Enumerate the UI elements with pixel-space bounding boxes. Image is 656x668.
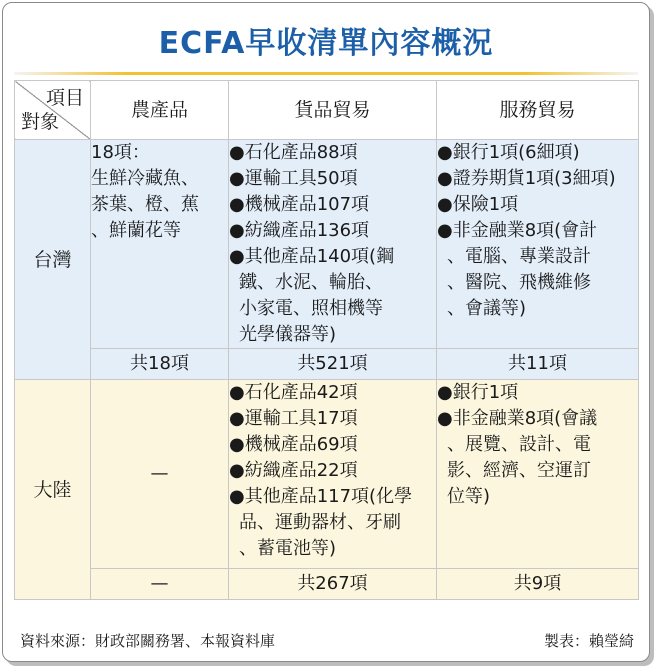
taiwan-agri-line: 生鮮冷藏魚、: [91, 168, 199, 189]
row-label-mainland: 大陸: [15, 380, 91, 600]
mainland-goods-total: 共267項: [229, 569, 437, 600]
mainland-row: [15, 380, 639, 569]
taiwan-services-line: 、電腦、專業設計: [447, 246, 591, 267]
corner-item-label: 項目: [45, 87, 84, 109]
taiwan-services-line: ●證券期貨1項(3細項): [437, 168, 616, 189]
credit-note: 製表：賴瑩綺: [543, 632, 634, 650]
mainland-agri-cell: —: [91, 380, 229, 569]
source-note: 資料來源：財政部關務署、本報資料庫: [20, 632, 276, 650]
taiwan-services-line: ●保險1項: [437, 194, 519, 215]
taiwan-goods-line: 小家電、照相機等: [239, 298, 383, 319]
taiwan-goods-line: 光學儀器等): [239, 324, 337, 345]
taiwan-row: [15, 140, 639, 349]
taiwan-goods-line: ●紡織產品136項: [229, 220, 370, 241]
mainland-services-line: 影、經濟、空運訂: [447, 460, 591, 481]
taiwan-agri-total: 共18項: [91, 349, 229, 380]
taiwan-total-row: [15, 349, 639, 380]
mainland-services-cell: [437, 380, 639, 569]
mainland-goods-line: ●紡織產品22項: [229, 460, 358, 481]
taiwan-agri-line: 、鮮蘭花等: [91, 220, 181, 241]
header-row: [15, 81, 639, 140]
taiwan-services-line: ●非金融業8項(會計: [437, 220, 598, 241]
mainland-services-total: 共9項: [437, 569, 639, 600]
mainland-agri-total: —: [91, 569, 229, 600]
ecfa-table: [14, 80, 639, 600]
taiwan-agri-line: 茶葉、橙、蕉: [91, 194, 199, 215]
taiwan-goods-line: 鐵、水泥、輪胎、: [239, 272, 383, 293]
taiwan-goods-cell: [229, 140, 437, 349]
mainland-goods-line: 品、運動器材、牙刷: [239, 512, 401, 533]
taiwan-services-cell: [437, 140, 639, 349]
taiwan-services-total: 共11項: [437, 349, 639, 380]
mainland-services-line: ●非金融業8項(會議: [437, 408, 598, 429]
mainland-goods-line: ●其他產品117項(化學: [229, 486, 413, 507]
taiwan-agri-cell: [91, 140, 229, 349]
mainland-services-line: 、展覽、設計、電: [447, 434, 591, 455]
corner-header: [15, 81, 91, 140]
taiwan-services-line: 、醫院、飛機維修: [447, 272, 591, 293]
mainland-services-line: 位等): [447, 486, 491, 507]
taiwan-agri-line: 18項：: [91, 142, 150, 163]
taiwan-goods-line: ●其他產品140項(鋼: [229, 246, 395, 267]
mainland-goods-line: ●運輸工具17項: [229, 408, 358, 429]
mainland-total-row: [15, 569, 639, 600]
taiwan-services-line: 、會議等): [447, 298, 527, 319]
mainland-services-line: ●銀行1項: [437, 382, 519, 403]
mainland-goods-cell: [229, 380, 437, 569]
taiwan-goods-line: ●運輸工具50項: [229, 168, 358, 189]
page-title: ECFA早收清單內容概況: [158, 26, 494, 61]
taiwan-services-line: ●銀行1項(6細項): [437, 142, 580, 163]
title-underline: [14, 72, 638, 75]
header-goods: 貨品貿易: [229, 81, 437, 140]
taiwan-goods-total: 共521項: [229, 349, 437, 380]
mainland-goods-line: ●機械產品69項: [229, 434, 358, 455]
header-services: 服務貿易: [437, 81, 639, 140]
taiwan-goods-line: ●機械產品107項: [229, 194, 370, 215]
row-label-taiwan: 台灣: [15, 140, 91, 380]
mainland-goods-line: ●石化產品42項: [229, 382, 358, 403]
corner-target-label: 對象: [21, 111, 60, 133]
mainland-goods-line: 、蓄電池等): [239, 538, 337, 559]
taiwan-goods-line: ●石化產品88項: [229, 142, 358, 163]
header-agri: 農產品: [91, 81, 229, 140]
